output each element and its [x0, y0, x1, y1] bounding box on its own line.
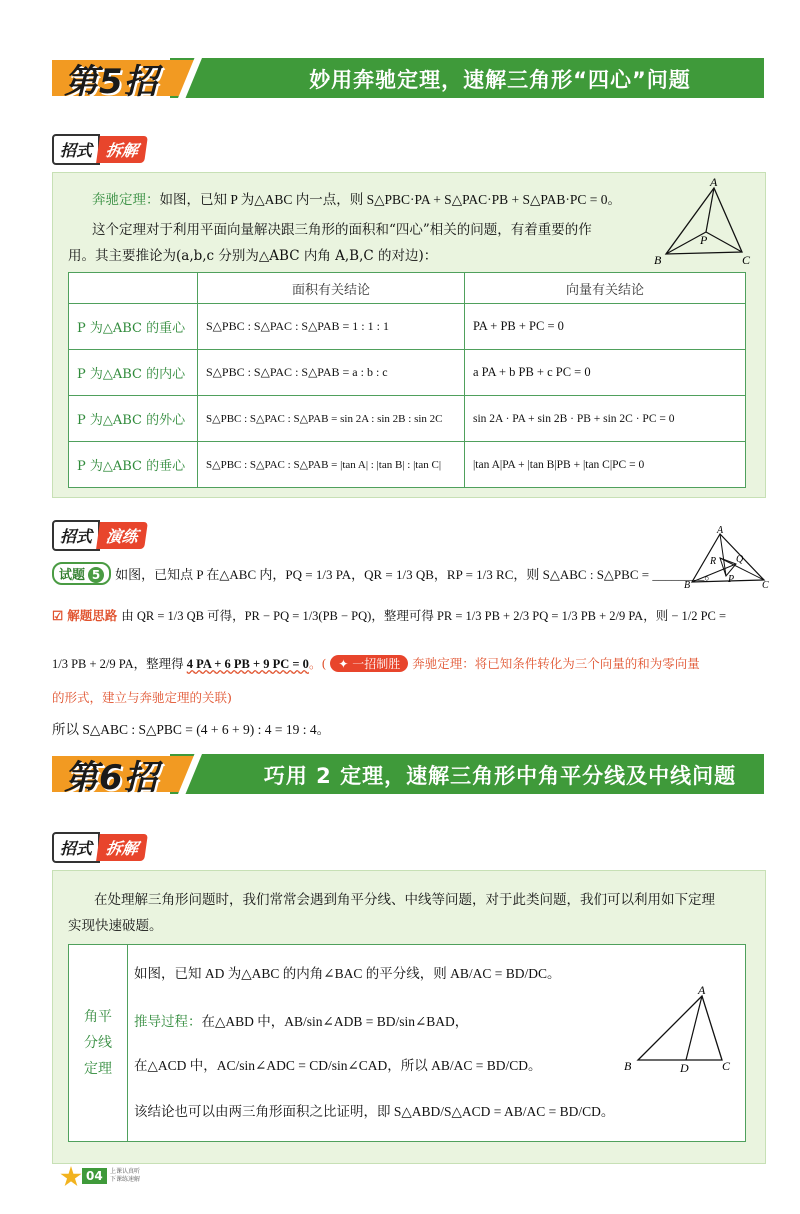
section6-number: 第6招: [64, 758, 159, 798]
section6-para2: 实现快速破题。: [68, 918, 163, 934]
label-a: A: [710, 176, 718, 189]
section6-tag: 招式 拆解: [52, 832, 146, 856]
section5-tag: 招式 拆解: [52, 134, 146, 158]
card-line-3: 在△ACD 中，AC/sin∠ADC = CD/sin∠CAD，所以 AB/AC = BD/CD。: [134, 1058, 542, 1073]
table-row: P 为△ABC 的重心 S△PBC : S△PAC : S△PAB = 1 : 1 : 1 PA + PB + PC = 0: [69, 304, 746, 350]
section5-number: 第5招: [64, 62, 159, 102]
svg-text:Q: Q: [736, 554, 744, 565]
benz-triangle-figure: [650, 176, 754, 266]
section5-para1: 这个定理对于利用平面向量解决跟三角形的面积和“四心”相关的问题，有着重要的作: [92, 222, 592, 238]
section5-practice-tag: 招式 演练: [52, 520, 146, 544]
section6-title: 巧用 2 定理，速解三角形中角平分线及中线问题: [263, 764, 737, 788]
section5-banner: [52, 58, 764, 102]
svg-text:C: C: [762, 580, 769, 591]
exercise-triangle-figure: [684, 524, 770, 592]
section6-banner: [52, 754, 764, 798]
card-line-2: 推导过程：在△ABD 中，AB/sin∠ADB = BD/sin∠BAD，: [134, 1014, 469, 1030]
section6-para1: 在处理解三角形问题时，我们常常会遇到角平分线、中线等问题，对于此类问题，我们可以利用如下定理: [94, 892, 715, 908]
segment-pc: [706, 232, 742, 252]
svg-text:P: P: [728, 574, 735, 585]
table-row: P 为△ABC 的垂心 S△PBC : S△PAC : S△PAB = |tan A| : |tan B| : |tan C| |tan A|PA + |tan B|PB + |tan C|PC = 0: [69, 442, 746, 488]
hint-text-cont: 的形式，建立与奔驰定理的关联): [52, 690, 232, 705]
benz-theorem-line: 奔驰定理：如图，已知 P 为△ABC 内一点，则 S△PBC·PA + S△PAC·PB + S△PAB·PC = 0。: [92, 192, 622, 208]
page-number: 04: [82, 1168, 107, 1184]
svg-text:D: D: [680, 1061, 689, 1074]
svg-text:C: C: [722, 1059, 731, 1073]
label-c: C: [742, 253, 751, 266]
table-row: P 为△ABC 的内心 S△PBC : S△PAC : S△PAB = a : b : c a PA + b PB + c PC = 0: [69, 350, 746, 396]
triangle-abc: [638, 996, 722, 1060]
exercise-line: 试题 5 如图，已知点 P 在△ABC 内，PQ = 1/3 PA，QR = 1/3 QB，RP = 1/3 RC，则 S△ABC : S△PBC = ________。: [52, 562, 717, 585]
card-line-1: 如图，已知 AD 为△ABC 的内角∠BAC 的平分线，则 AB/AC = BD/DC。: [134, 966, 561, 981]
card-label: 角平分线定理: [69, 945, 128, 1141]
svg-text:A: A: [717, 525, 724, 536]
section5-para2: 用。其主要推论为(a,b,c 分别为△ABC 内角 A,B,C 的对边)：: [68, 248, 438, 264]
section5-title: 妙用奔驰定理，速解三角形“四心”问题: [309, 68, 691, 92]
solution-line-2: 1/3 PB + 2/9 PA，整理得 4 PA + 6 PB + 9 PC = 0。( ✦ 一招制胜 奔驰定理：将已知条件转化为三个向量的和为零向量: [52, 656, 700, 671]
checkbox-icon: ☑: [52, 608, 64, 623]
label-b: B: [654, 253, 662, 266]
solution-line-1: ☑ 解题思路 由 QR = 1/3 QB 可得，PR − PQ = 1/3(PB − PQ)，整理可得 PR = 1/3 PB + 2/3 PQ = 1/3 PB + 2/9 PA，则 − 1/2 PC =: [52, 608, 727, 623]
svg-text:B: B: [684, 580, 691, 591]
column-header-area: 面积有关结论: [198, 273, 465, 304]
page-number-footer: 04 上课认真听 下课练速解: [60, 1166, 140, 1188]
table-row: P 为△ABC 的外心 S△PBC : S△PAC : S△PAB = sin 2A : sin 2B : sin 2C sin 2A · PA + sin 2B · PB + sin 2C · PC = 0: [69, 396, 746, 442]
hint-text: 奔驰定理：将已知条件转化为三个向量的和为零向量: [412, 656, 700, 671]
card-line-4: 该结论也可以由两三角形面积之比证明，即 S△ABD/S△ACD = AB/AC = BD/CD。: [134, 1104, 615, 1119]
table-header-row: [69, 273, 746, 304]
benz-corollary-table: [68, 272, 746, 488]
svg-text:R: R: [710, 556, 717, 567]
column-header-vector: 向量有关结论: [465, 273, 746, 304]
hint-badge: ✦ 一招制胜: [330, 655, 408, 672]
angle-bisector-figure: [620, 982, 740, 1074]
answer-line: 所以 S△ABC : S△PBC = (4 + 6 + 9) : 4 = 19 : 4。: [52, 722, 331, 737]
star-icon: [60, 1166, 82, 1188]
bisector-ad: [686, 996, 702, 1060]
exercise-badge: 试题 5: [52, 562, 111, 585]
label-p: P: [700, 233, 708, 247]
svg-text:A: A: [698, 983, 706, 997]
svg-text:B: B: [624, 1059, 632, 1073]
